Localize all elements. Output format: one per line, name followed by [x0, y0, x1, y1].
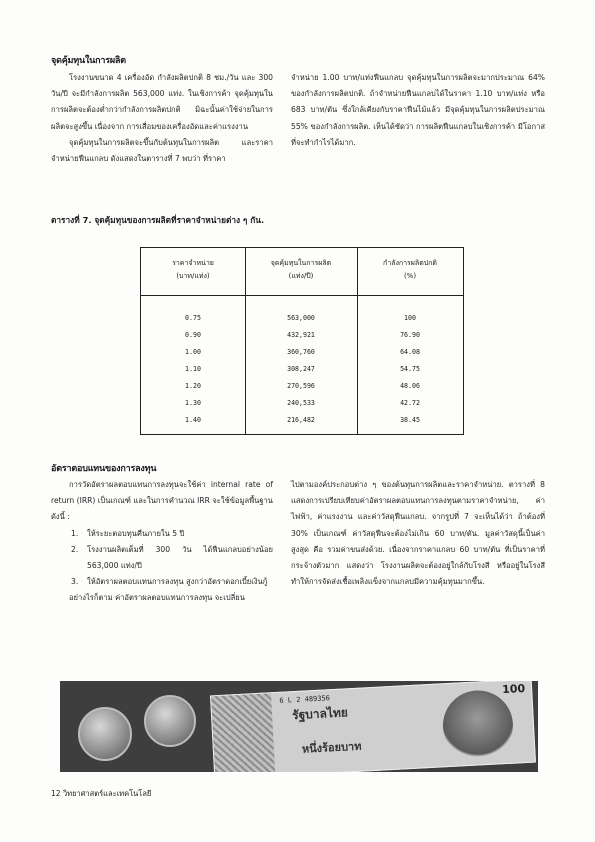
table-header-divider [141, 295, 463, 296]
paragraph: อย่างไรก็ตาม ค่าอัตราผลตอบแทนการลงทุน จะเปลี่ยน [69, 593, 245, 603]
paragraph: ไปตามองค์ประกอบต่าง ๆ ของต้นทุนการผลิตและราคาจำหน่าย. ตารางที่ 8 แสดงการเปรียบเทียบค่าอัตราผลตอบแทนการลงทุนตามราคาจำหน่าย, ค่าไฟฟ้า, ค่าแรงงาน และค่าวัสดุฟืนแกลบ. จากรูปที่ 7 จะเห็นได้ว่า ถ้าต้องที่ 30% เป็นเกณฑ์ ค่าวัสดุฟืนจะต้องไม่เกิน 60 บาท/ตัน. มูลค่าวัสดุนี้เป็นค่าสูงสุด คือ รวมค่าขนส่งด้วย. เนื่องจากราคาแกลบ 60 บาท/ตัน ที่เป็นราคาที่กระจ้างตัวมาก แสดงว่า โรงงานผลิตจะต้องอยู่ใกล้กับโรงสี หรืออยู่ในโรงสี ทำให้การจัดส่งเชื้อเพลิงแข็งจากแกลบมีความคุ้มทุนมากขึ้น. [291, 480, 545, 587]
table-header-breakeven [245, 257, 357, 283]
right-column-1 [291, 70, 545, 151]
assumption-list [51, 526, 273, 591]
banknote-denomination: 100 [501, 681, 526, 697]
header-unit: (%) [403, 272, 417, 280]
list-text: ให้อัตราผลตอบแทนการลงทุน สูงกว่าอัตราดอกเบี้ยเงินกู้ [87, 577, 268, 587]
list-item [51, 542, 273, 574]
cell-price: 1.20 [185, 382, 201, 390]
paragraph: โรงงานขนาด 4 เครื่องอัด กำลังผลิตปกติ 8 ชม./วัน และ 300 วัน/ปี จะมีกำลังการผลิต 563,000 แท่ง. ในเชิงการค้า จุดคุ้มทุนในการผลิตจะต้องต่ำกว่ากำลังการผลิตปกติ มิฉะนั้นค่าใช้จ่ายในการผลิตจะสูงขึ้น เนื่องจาก การเสื่อมของเครื่องอัดและค่าแรงงาน [51, 73, 273, 131]
cell-capacity: 64.08 [400, 348, 420, 356]
cell-price: 1.30 [185, 399, 201, 407]
paragraph: จุดคุ้มทุนในการผลิตจะขึ้นกับต้นทุนในการผลิต และราคาจำหน่ายฟืนแกลบ ดังแสดงในตารางที่ 7 พบว่า ที่ราคา [51, 137, 273, 164]
page-number: 12 [51, 789, 61, 798]
breakeven-table [140, 247, 464, 435]
coin-image [144, 695, 196, 747]
header-unit: (แท่ง/ปี) [288, 272, 314, 280]
list-number: 2. [71, 544, 79, 554]
cell-price: 1.00 [185, 348, 201, 356]
section-title-irr: อัตราตอบแทนของการลงทุน [51, 464, 157, 474]
cell-breakeven: 308,247 [287, 365, 315, 373]
cell-capacity: 48.06 [400, 382, 420, 390]
cell-price: 0.75 [185, 314, 201, 322]
cell-capacity: 76.90 [400, 331, 420, 339]
list-number: 1. [71, 528, 79, 538]
cell-capacity: 38.45 [400, 416, 420, 424]
list-item [51, 526, 273, 542]
cell-price: 0.90 [185, 331, 201, 339]
cell-breakeven: 216,482 [287, 416, 315, 424]
left-column-1 [51, 70, 273, 167]
cell-breakeven: 432,921 [287, 331, 315, 339]
header-unit: (บาท/แท่ง) [176, 272, 210, 280]
list-text: โรงงานผลิตเต็มที่ 300 วัน ได้ฟืนแกลบอย่างน้อย 563,000 แท่ง/ปี [87, 544, 273, 571]
cell-breakeven: 360,760 [287, 348, 315, 356]
right-column-2 [291, 477, 545, 590]
cell-price: 1.10 [185, 365, 201, 373]
list-number: 3. [71, 577, 79, 587]
paragraph: จำหน่าย 1.00 บาท/แท่งฟืนแกลบ จุดคุ้มทุนในการผลิตจะมากประมาณ 64% ของกำลังการผลิตปกติ. ถ้าจำหน่ายฟืนแกลบได้ในราคา 1.10 บาท/แท่ง หรือ 683 บาท/ตัน ซึ่งใกล้เคียงกับราคาฟืนไม้แล้ว มีจุดคุ้มทุนในการผลิตประมาณ 55% ของกำลังการผลิต. เห็นได้ชัดว่า การผลิตฟืนแกลบในเชิงการค้า มีโอกาสที่จะทำกำไรได้มาก. [291, 73, 545, 147]
cell-breakeven: 563,000 [287, 314, 315, 322]
cell-price: 1.40 [185, 416, 201, 424]
header-line: กำลังการผลิตปกติ [383, 259, 437, 267]
cell-capacity: 42.72 [400, 399, 420, 407]
cell-breakeven: 240,533 [287, 399, 315, 407]
table-header-price [141, 257, 245, 283]
header-line: จุดคุ้มทุนในการผลิต [270, 259, 332, 267]
left-column-2 [51, 477, 273, 607]
cell-capacity: 100 [404, 314, 416, 322]
table-caption: ตารางที่ 7. จุดคุ้มทุนของการผลิตที่ราคาจำหน่ายต่าง ๆ กัน. [51, 215, 265, 225]
page-footer [51, 788, 151, 800]
header-line: ราคาจำหน่าย [172, 259, 214, 267]
cell-breakeven: 270,596 [287, 382, 315, 390]
journal-name: วิทยาศาสตร์และเทคโนโลยี [62, 789, 152, 798]
list-item [51, 574, 273, 590]
cell-capacity: 54.75 [400, 365, 420, 373]
banknote-image [210, 681, 536, 772]
coin-image [78, 707, 132, 761]
banknote-serial: 6 L 2 489356 [279, 694, 331, 705]
paragraph: การวัดอัตราผลตอบแทนการลงทุนจะใช้ค่า internal rate of return (IRR) เป็นเกณฑ์ และในการคำนวณ IRR จะใช้ข้อมูลพื้นฐานดังนี้ : [51, 480, 273, 522]
banknote-pattern [211, 693, 275, 772]
coins-and-banknote-photo [60, 681, 538, 772]
banknote-text: รัฐบาลไทย [291, 705, 349, 723]
table-header-capacity [357, 257, 463, 283]
list-text: ให้ระยะตอบทุนคืนภายใน 5 ปี [87, 528, 185, 538]
banknote-text: หนึ่งร้อยบาท [301, 739, 362, 756]
banknote-portrait [441, 689, 515, 763]
section-title-breakeven: จุดคุ้มทุนในการผลิต [51, 56, 126, 66]
